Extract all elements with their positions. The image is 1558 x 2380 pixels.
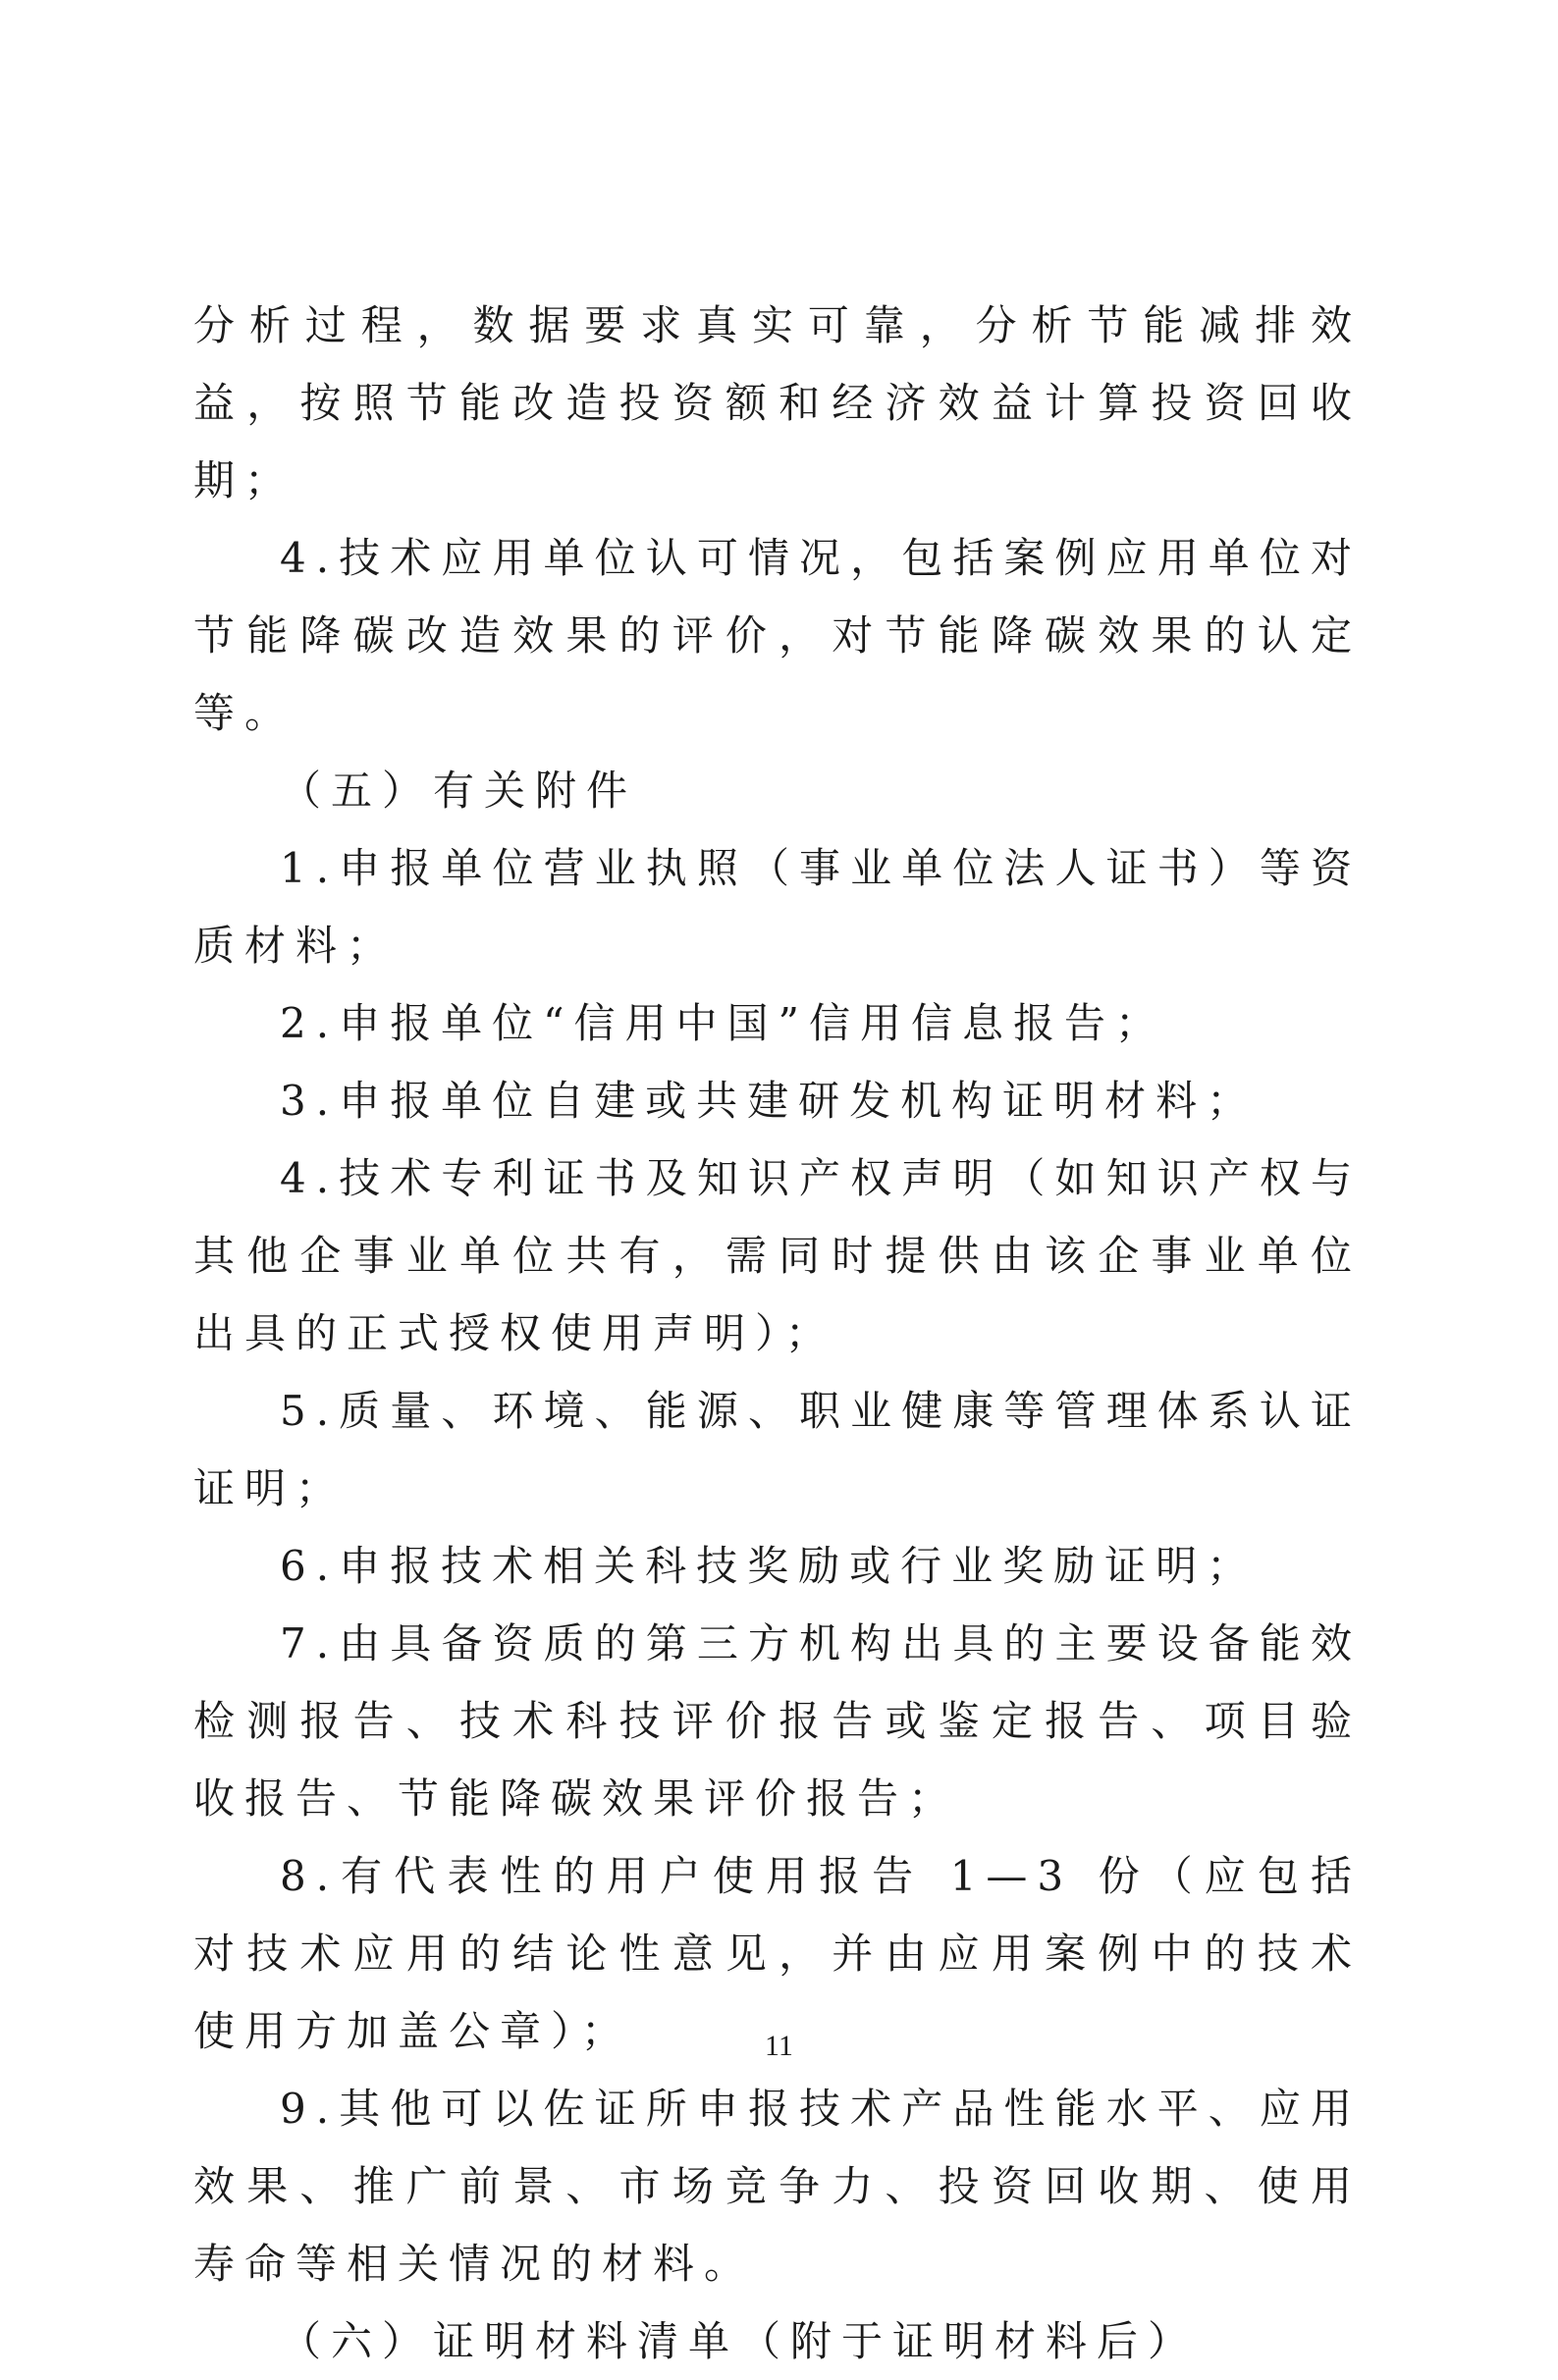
list-item-3: 3.申报单位自建或共建研发机构证明材料； [280, 1077, 1259, 1125]
list-item-2: 2.申报单位“信用中国”信用信息报告； [280, 999, 1167, 1047]
page-number: 11 [765, 2030, 793, 2062]
section-heading-attachments: （五）有关附件 [280, 767, 638, 815]
list-item-7: 7.由具备资质的第三方机构出具的主要设备能效检测报告、技术科技评价报告或鉴定报告、项目验收报告、节能降碳效果评价报告； [193, 1619, 1362, 1823]
paragraph-item-4-recognition: 4.技术应用单位认可情况，包括案例应用单位对节能降碳改造效果的评价，对节能降碳效果的认定等。 [193, 534, 1362, 737]
list-item-6: 6.申报技术相关科技奖励或行业奖励证明； [280, 1542, 1259, 1590]
list-item-5: 5.质量、环境、能源、职业健康等管理体系认证证明； [193, 1387, 1362, 1512]
list-item-8: 8.有代表性的用户使用报告 1—3 份（应包括对技术应用的结论性意见，并由应用案例中的技术使用方加盖公章）； [193, 1852, 1362, 2055]
document-body [193, 287, 1362, 2380]
list-item-4: 4.技术专利证书及知识产权声明（如知识产权与其他企事业单位共有，需同时提供由该企事业单位出具的正式授权使用声明）； [193, 1154, 1362, 1357]
section-heading-evidence-list: （六）证明材料清单（附于证明材料后） [280, 2317, 1200, 2365]
list-item-9: 9.其他可以佐证所申报技术产品性能水平、应用效果、推广前景、市场竞争力、投资回收期、使用寿命等相关情况的材料。 [193, 2085, 1362, 2288]
paragraph-analysis-continuation: 分析过程，数据要求真实可靠，分析节能减排效益，按照节能改造投资额和经济效益计算投资回收期； [193, 301, 1362, 504]
list-item-1: 1.申报单位营业执照（事业单位法人证书）等资质材料； [193, 844, 1362, 970]
